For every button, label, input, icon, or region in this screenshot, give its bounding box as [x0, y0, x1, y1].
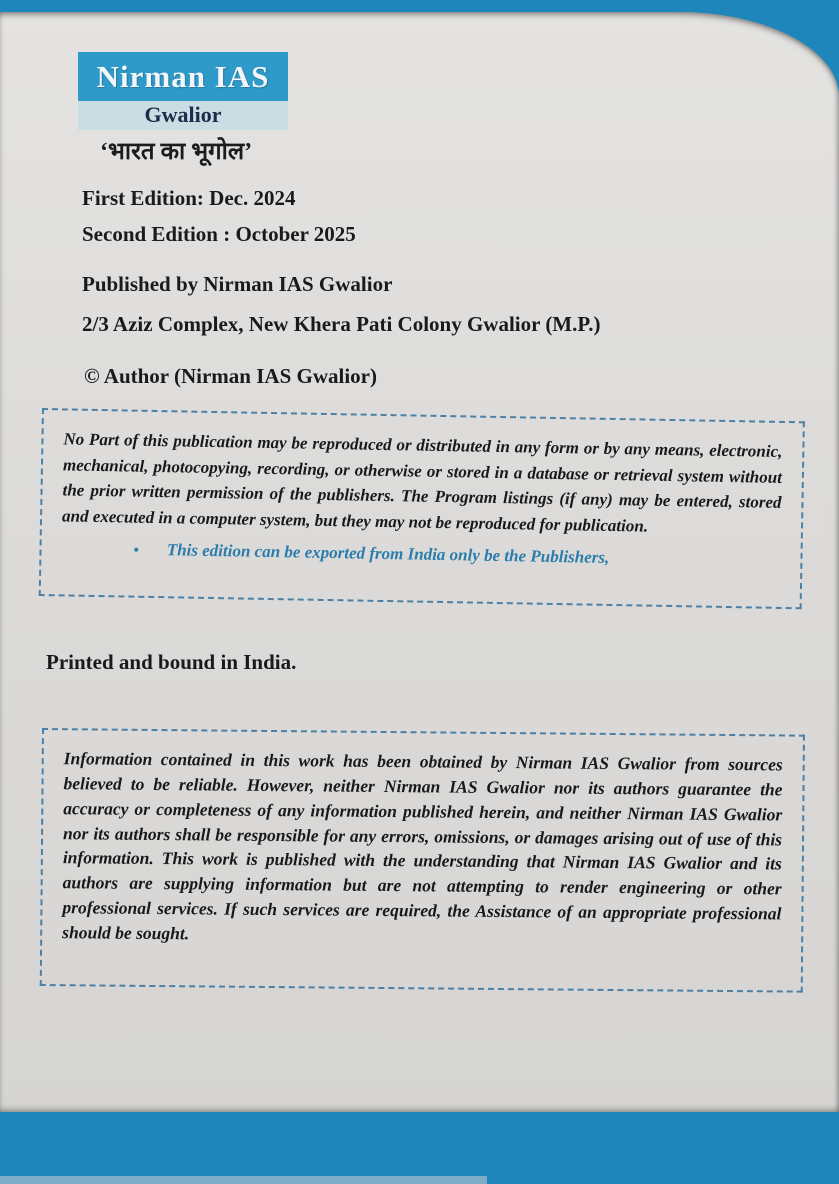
first-edition-line: First Edition: Dec. 2024: [82, 186, 296, 210]
page-content: [0, 12, 839, 1112]
disclaimer-text: Information contained in this work has been obtained by Nirman IAS Gwalior from sources believed to be reliable. However, neither Nirman IAS Gwalior nor its authors guarantee the accuracy or completeness of any information published herein, and neither Nirman IAS Gwalior nor its authors shall be responsible for any errors, omissions, or damages arising out of use of this information. This work is published with the understanding that Nirman IAS Gwalior and its authors are supplying information but are not attempting to render engineering or other professional services. If such services are required, the Assistance of an appropriate professional should be sought.: [62, 748, 783, 944]
rights-notice-text: No Part of this publication may be reproduced or distributed in any form or by any means, electronic, mechanical, photocopying, recording, or otherwise or stored in a database or retrieval system without the prior written permission of the publishers. The Program listings (if any) may be entered, stored and executed in a computer system, but they may not be reproduced for publication.: [61, 429, 783, 536]
second-edition-line: Second Edition : October 2025: [82, 222, 356, 246]
publisher-logo-subtitle: Gwalior: [78, 101, 288, 130]
table-surface-highlight: [0, 1176, 487, 1184]
rights-notice-box: [39, 408, 805, 609]
publisher-address-line: 2/3 Aziz Complex, New Khera Pati Colony Gwalior (M.P.): [82, 312, 601, 336]
book-copyright-page: [0, 12, 839, 1112]
bullet-icon: •: [133, 542, 139, 559]
publisher-logo-title: Nirman IAS: [78, 52, 288, 101]
printed-in-india-line: Printed and bound in India.: [46, 650, 297, 674]
published-by-line: Published by Nirman IAS Gwalior: [82, 272, 393, 296]
disclaimer-box: [40, 728, 805, 993]
book-title-hindi: ‘भारत का भूगोल’: [100, 139, 253, 165]
export-note-row: [61, 538, 780, 571]
copyright-line: © Author (Nirman IAS Gwalior): [84, 364, 377, 388]
export-note-text: This edition can be exported from India only be the Publishers,: [166, 540, 610, 567]
publisher-logo: [78, 52, 288, 130]
